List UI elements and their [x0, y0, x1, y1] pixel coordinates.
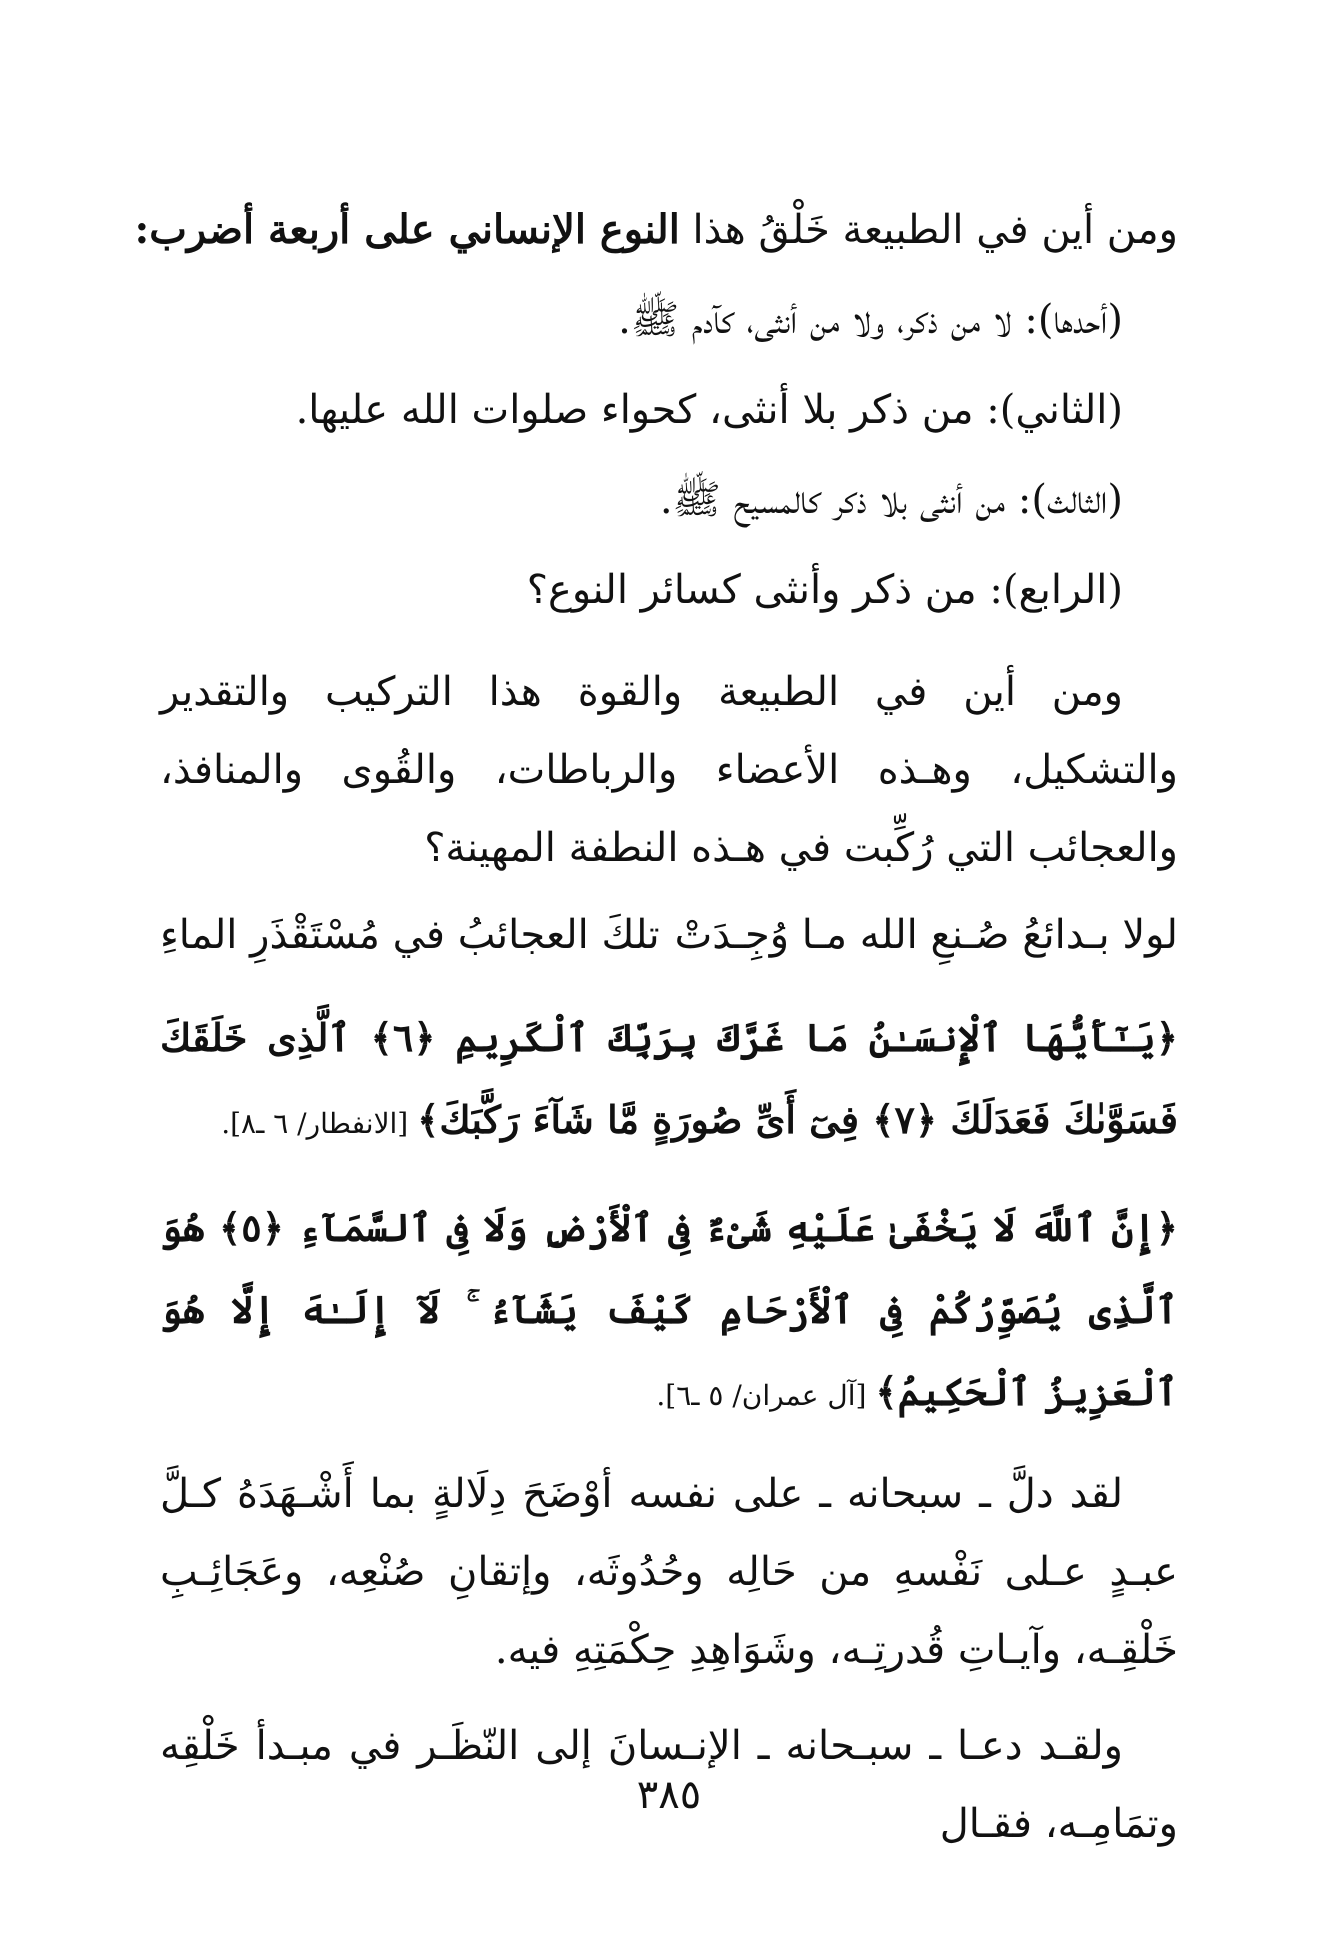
list-item: (الثالث): من أنثى بلا ذكر كالمسيح ﷺ. — [659, 477, 1123, 523]
list-item: (الثاني): من ذكر بلا أنثى، كحواء صلوات الله عليها. — [295, 387, 1123, 433]
quran-reference: [آل عمران/ ٥ ـ٦]. — [656, 1379, 876, 1412]
paragraph: ولقـد دعـا ـ سبـحانه ـ الإنـسانَ إلى النّظَـر في مبـدأ خَلْقِه وتمَامِـه، فقـال — [160, 1723, 1178, 1847]
verse-first-hemistich: لولا بـدائعُ صُـنعِ الله مـا وُجِـدَتْ — [674, 912, 1178, 958]
quran-reference: [الانفطار/ ٦ ـ٨]. — [221, 1107, 418, 1140]
page-number: ٣٨٥ — [636, 1772, 702, 1818]
paragraph: لقد دلَّ ـ سبحانه ـ على نفسه أوْضَحَ دِلَالةٍ بما أَشْـهَدَهُ كـلَّ عبـدٍ عـلى نَفْسهِ من حَالِه وحُدُوثَه، وإتقانِ صُنْعِه، وعَجَائِـبِ خَلْقِـه، وآيـاتِ قُدرتِـه، وشَوَاهِدِ حِكْمَتِهِ فيه. — [160, 1471, 1178, 1673]
list-item: (أحدها): لا من ذكر، ولا من أنثى، كآدم ﷺ. — [618, 297, 1123, 343]
paragraph: ومن أين في الطبيعة والقوة هذا التركيب والتقدير والتشكيل، وهـذه الأعضاء والرباطات، والقُوى والمنافذ، والعجائب التي رُكِّبت في هـذه النطفة المهينة؟ — [160, 669, 1178, 871]
page-body — [134, 185, 1178, 1863]
heading-text: ومن أين في الطبيعة خَلْقُ هذا — [679, 207, 1178, 253]
quran-text: ﴿إِنَّ ٱللَّهَ لَا يَخْفَىٰ عَلَيْهِ شَىْءٌ فِى ٱلْأَرْضِ وَلَا فِى ٱلسَّمَآءِ ﴿٥﴾ هُوَ ٱلَّذِى يُصَوِّرُكُمْ فِى ٱلْأَرْحَامِ كَيْفَ يَشَآءُ ۚ لَآ إِلَـٰهَ إِلَّا هُوَ ٱلْعَزِيزُ ٱلْحَكِيمُ﴾ — [160, 1205, 1178, 1414]
poetry-verse — [160, 895, 1178, 975]
quran-quote — [160, 997, 1178, 1165]
section-heading — [134, 185, 1178, 275]
verse-second-hemistich: تلكَ العجائبُ في مُسْتَقْذَرِ الماءِ — [160, 912, 660, 958]
quran-text: ﴿يَـٰٓأَيُّهَا ٱلْإِنسَـٰنُ مَا غَرَّكَ بِرَبِّكَ ٱلْكَرِيمِ ﴿٦﴾ ٱلَّذِى خَلَقَكَ فَسَوَّىٰكَ فَعَدَلَكَ ﴿٧﴾ فِىٓ أَىِّ صُورَةٍ مَّا شَآءَ رَكَّبَكَ﴾ — [160, 1015, 1178, 1142]
list-item: (الرابع): من ذكر وأنثى كسائر النوع؟ — [526, 567, 1123, 613]
heading-bold-text: النوع الإنساني على أربعة أضرب: — [134, 206, 680, 253]
quran-quote — [160, 1187, 1178, 1437]
